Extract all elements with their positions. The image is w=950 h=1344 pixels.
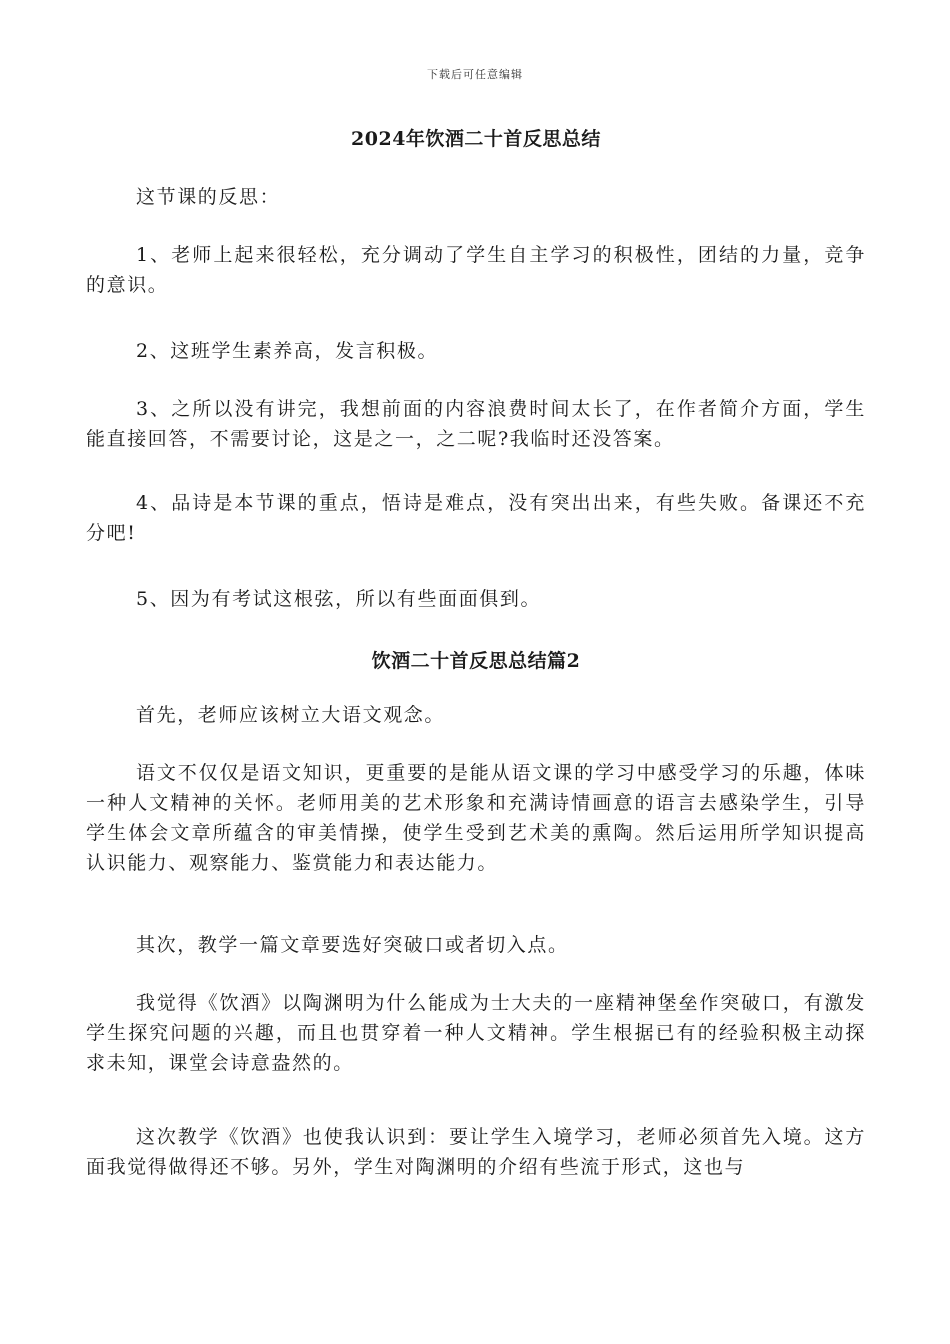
header-note: 下载后可任意编辑 <box>427 68 523 81</box>
document-title: 2024年饮酒二十首反思总结 <box>351 128 601 150</box>
paragraph: 我觉得《饮酒》以陶渊明为什么能成为士大夫的一座精神堡垒作突破口，有激发学生探究问题的兴趣，而且也贯穿着一种人文精神。学生根据已有的经验积极主动探求未知，课堂会诗意盎然的。 <box>86 992 866 1074</box>
paragraph: 4、品诗是本节课的重点，悟诗是难点，没有突出出来，有些失败。备课还不充分吧! <box>86 492 866 544</box>
section-title: 饮酒二十首反思总结篇2 <box>371 650 581 672</box>
paragraph: 1、老师上起来很轻松，充分调动了学生自主学习的积极性，团结的力量，竞争的意识。 <box>86 244 866 296</box>
paragraph: 首先，老师应该树立大语文观念。 <box>136 704 446 726</box>
paragraph: 语文不仅仅是语文知识，更重要的是能从语文课的学习中感受学习的乐趣，体味一种人文精神的关怀。老师用美的艺术形象和充满诗情画意的语言去感染学生，引导学生体会文章所蕴含的审美情操，使学生受到艺术美的熏陶。然后运用所学知识提高认识能力、观察能力、鉴赏能力和表达能力。 <box>86 762 866 874</box>
paragraph: 5、因为有考试这根弦，所以有些面面俱到。 <box>136 588 542 610</box>
paragraph: 这次教学《饮酒》也使我认识到：要让学生入境学习，老师必须首先入境。这方面我觉得做得还不够。另外，学生对陶渊明的介绍有些流于形式，这也与 <box>86 1126 866 1178</box>
paragraph: 其次，教学一篇文章要选好突破口或者切入点。 <box>136 934 569 956</box>
paragraph: 这节课的反思： <box>136 186 281 208</box>
paragraph: 3、之所以没有讲完，我想前面的内容浪费时间太长了，在作者简介方面，学生能直接回答，不需要讨论，这是之一，之二呢?我临时还没答案。 <box>86 398 866 450</box>
paragraph: 2、这班学生素养高，发言积极。 <box>136 340 439 362</box>
